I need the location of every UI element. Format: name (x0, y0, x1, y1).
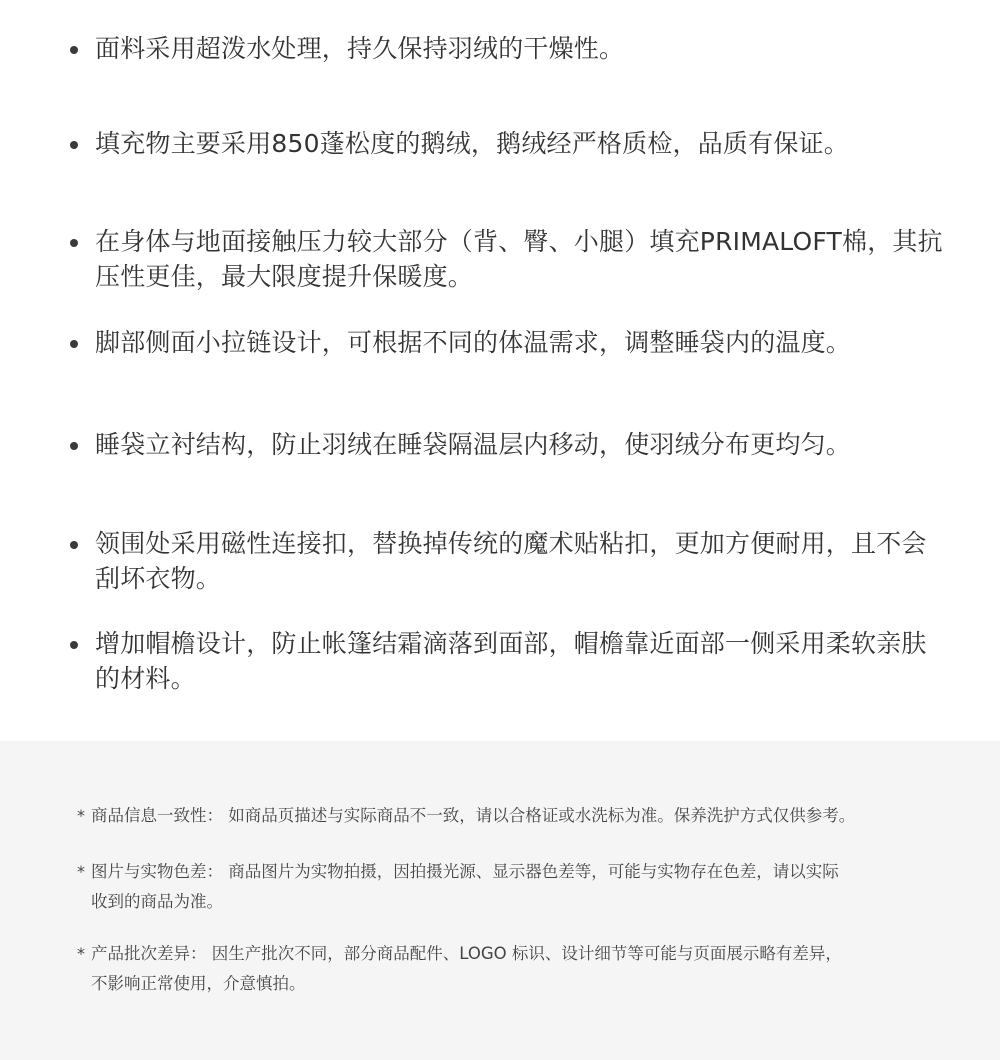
feature-text: 领围处采用磁性连接扣，替换掉传统的魔术贴粘扣，更加方便耐用，且不会刮坏衣物。 (95, 529, 927, 593)
bullet-dot-icon (70, 641, 78, 649)
feature-item (70, 126, 950, 161)
asterisk-marker: * (77, 944, 85, 963)
feature-item (70, 31, 950, 66)
feature-item (70, 526, 950, 596)
bullet-dot-icon (70, 46, 78, 54)
bullet-dot-icon (70, 442, 78, 450)
bullet-dot-icon (70, 541, 78, 549)
feature-text: 睡袋立衬结构，防止羽绒在睡袋隔温层内移动，使羽绒分布更均匀。 (95, 430, 852, 459)
bullet-dot-icon (70, 340, 78, 348)
disclaimer-item (77, 801, 957, 831)
bullet-dot-icon (70, 239, 78, 247)
disclaimer-item (77, 939, 957, 999)
feature-text: 脚部侧面小拉链设计，可根据不同的体温需求，调整睡袋内的温度。 (95, 328, 852, 357)
disclaimer-item (77, 857, 957, 917)
feature-text: 面料采用超泼水处理，持久保持羽绒的干燥性。 (95, 34, 625, 63)
bullet-dot-icon (70, 141, 78, 149)
feature-item (70, 427, 950, 462)
disclaimer-text: 产品批次差异： 因生产批次不同，部分商品配件、LOGO 标识、设计细节等可能与页面展示略有差异， 不影响正常使用，介意慎拍。 (91, 944, 842, 993)
feature-text: 增加帽檐设计，防止帐篷结霜滴落到面部，帽檐靠近面部一侧采用柔软亲肤的材料。 (95, 629, 927, 693)
feature-item (70, 626, 950, 696)
disclaimer-text: 商品信息一致性： 如商品页描述与实际商品不一致，请以合格证或水洗标为准。保养洗护方式仅供参考。 (91, 806, 856, 825)
feature-text: 填充物主要采用850蓬松度的鹅绒，鹅绒经严格质检，品质有保证。 (95, 129, 849, 158)
disclaimer-text: 图片与实物色差： 商品图片为实物拍摄，因拍摄光源、显示器色差等，可能与实物存在色差，请以实际 收到的商品为准。 (91, 862, 839, 911)
feature-item (70, 224, 950, 294)
feature-item (70, 325, 950, 360)
feature-text: 在身体与地面接触压力较大部分（背、臀、小腿）填充PRIMALOFT棉，其抗压性更佳，最大限度提升保暖度。 (95, 227, 943, 291)
asterisk-marker: * (77, 806, 85, 825)
asterisk-marker: * (77, 862, 85, 881)
disclaimer-panel (0, 741, 1000, 1060)
